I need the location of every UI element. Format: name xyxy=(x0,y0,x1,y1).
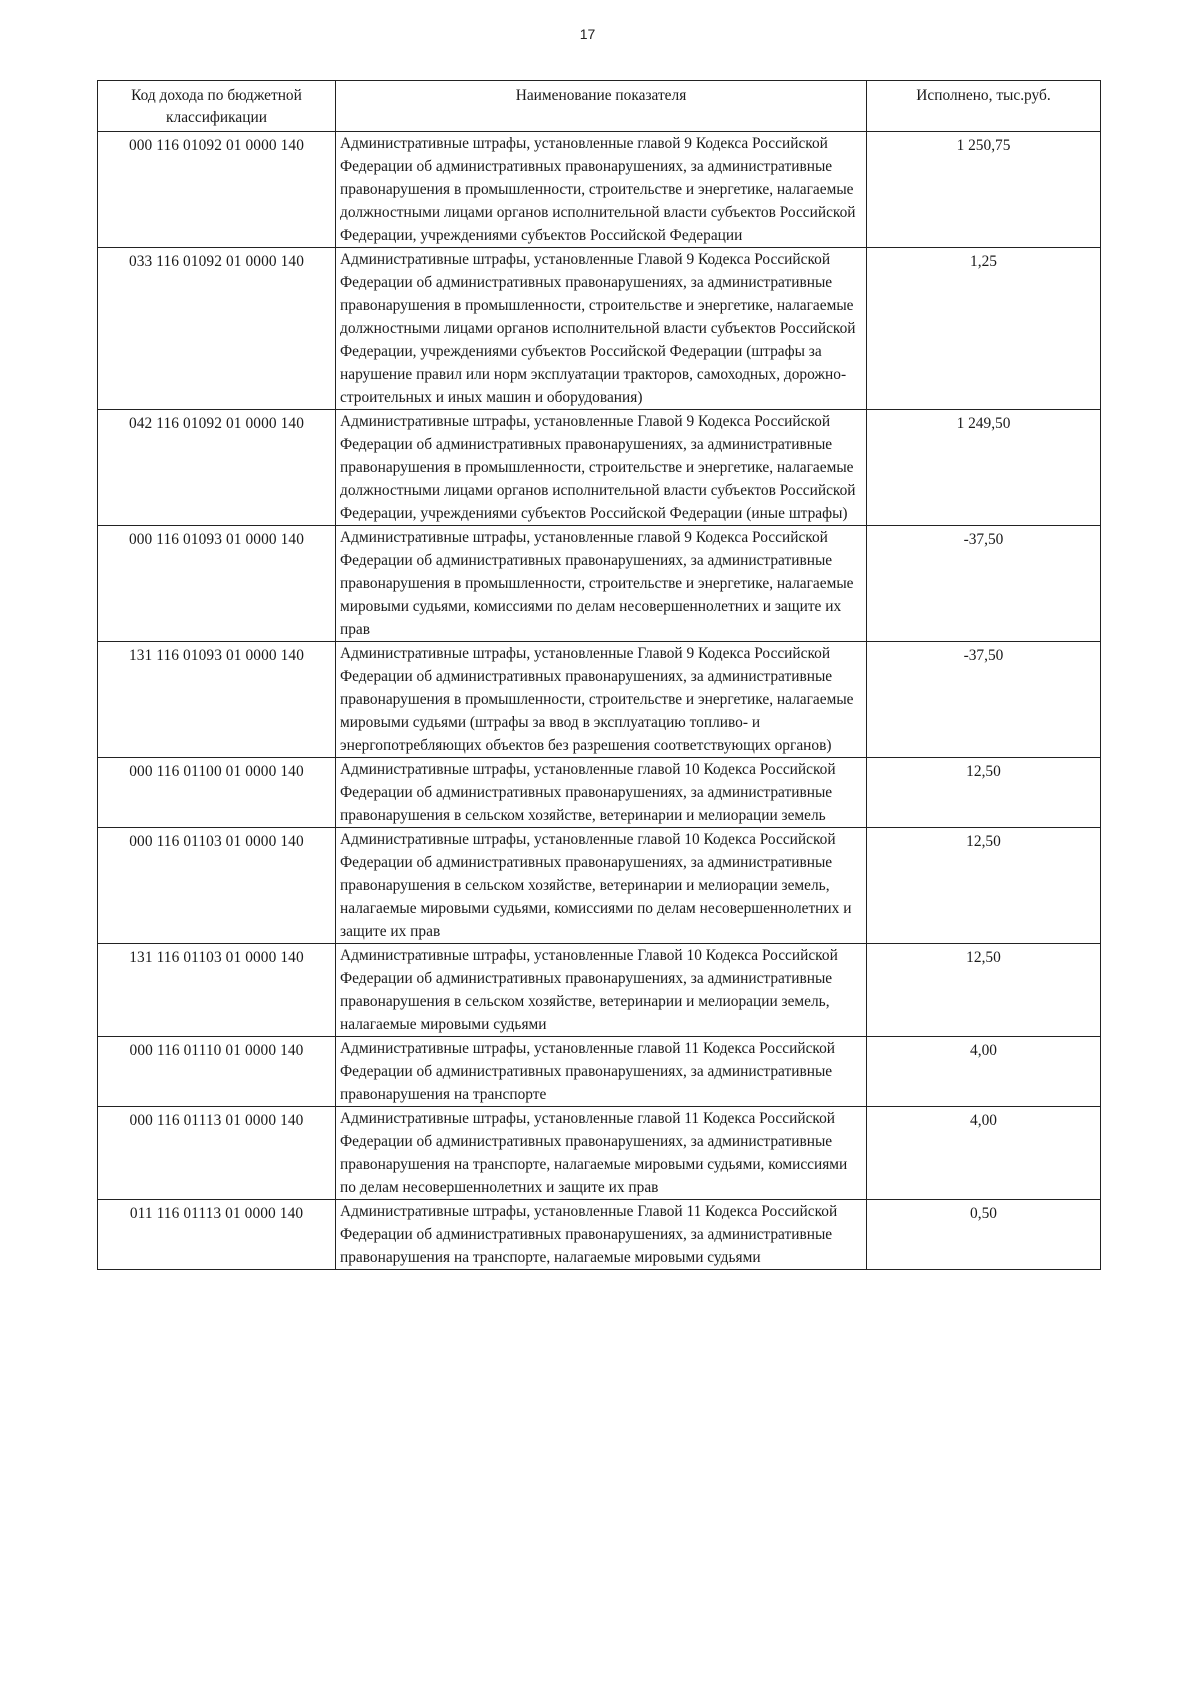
row-name: Административные штрафы, установленные главой 11 Кодекса Российской Федерации об административных правонарушениях, за административные правонарушения на транспорте, налагаемые мировыми судьями, комиссиями по делам несовершеннолетних и защите их прав xyxy=(336,1107,867,1200)
table-row xyxy=(98,642,1101,758)
table-header-row xyxy=(98,81,1101,132)
row-name: Административные штрафы, установленные Главой 11 Кодекса Российской Федерации об административных правонарушениях, за административные правонарушения на транспорте, налагаемые мировыми судьями xyxy=(336,1200,867,1270)
table-row xyxy=(98,758,1101,828)
row-name: Административные штрафы, установленные Главой 9 Кодекса Российской Федерации об административных правонарушениях, за административные правонарушения в промышленности, строительстве и энергетике, налагаемые должностными лицами органов исполнительной власти субъектов Российской Федерации, учреждениями субъектов Российской Федерации (штрафы за нарушение правил или норм эксплуатации тракторов, самоходных, дорожно-строительных и иных машин и оборудования) xyxy=(336,248,867,410)
row-code: 000 116 01110 01 0000 140 xyxy=(98,1037,336,1107)
header-code: Код дохода по бюджетной классификации xyxy=(98,81,336,132)
table-row xyxy=(98,1107,1101,1200)
table-row xyxy=(98,410,1101,526)
row-code: 000 116 01093 01 0000 140 xyxy=(98,526,336,642)
row-code: 131 116 01103 01 0000 140 xyxy=(98,944,336,1037)
row-name: Административные штрафы, установленные главой 10 Кодекса Российской Федерации об административных правонарушениях, за административные правонарушения в сельском хозяйстве, ветеринарии и мелиорации земель xyxy=(336,758,867,828)
table-row xyxy=(98,526,1101,642)
row-code: 000 116 01103 01 0000 140 xyxy=(98,828,336,944)
row-value: 0,50 xyxy=(867,1200,1101,1270)
row-name: Административные штрафы, установленные главой 10 Кодекса Российской Федерации об административных правонарушениях, за административные правонарушения в сельском хозяйстве, ветеринарии и мелиорации земель, налагаемые мировыми судьями, комиссиями по делам несовершеннолетних и защите их прав xyxy=(336,828,867,944)
table-row xyxy=(98,248,1101,410)
header-value: Исполнено, тыс.руб. xyxy=(867,81,1101,132)
table-row xyxy=(98,944,1101,1037)
page-number: 17 xyxy=(579,26,596,42)
row-value: 4,00 xyxy=(867,1107,1101,1200)
table-row xyxy=(98,1037,1101,1107)
table-row xyxy=(98,1200,1101,1270)
revenue-table xyxy=(97,80,1101,1270)
row-code: 033 116 01092 01 0000 140 xyxy=(98,248,336,410)
row-code: 131 116 01093 01 0000 140 xyxy=(98,642,336,758)
row-code: 000 116 01100 01 0000 140 xyxy=(98,758,336,828)
row-value: -37,50 xyxy=(867,642,1101,758)
row-value: 1 250,75 xyxy=(867,132,1101,248)
row-code: 042 116 01092 01 0000 140 xyxy=(98,410,336,526)
header-name: Наименование показателя xyxy=(336,81,867,132)
row-code: 011 116 01113 01 0000 140 xyxy=(98,1200,336,1270)
row-name: Административные штрафы, установленные Главой 9 Кодекса Российской Федерации об административных правонарушениях, за административные правонарушения в промышленности, строительстве и энергетике, налагаемые мировыми судьями (штрафы за ввод в эксплуатацию топливо- и энергопотребляющих объектов без разрешения соответствующих органов) xyxy=(336,642,867,758)
row-code: 000 116 01113 01 0000 140 xyxy=(98,1107,336,1200)
row-name: Административные штрафы, установленные главой 11 Кодекса Российской Федерации об административных правонарушениях, за административные правонарушения на транспорте xyxy=(336,1037,867,1107)
table-row xyxy=(98,132,1101,248)
row-name: Административные штрафы, установленные главой 9 Кодекса Российской Федерации об административных правонарушениях, за административные правонарушения в промышленности, строительстве и энергетике, налагаемые мировыми судьями, комиссиями по делам несовершеннолетних и защите их прав xyxy=(336,526,867,642)
row-name: Административные штрафы, установленные Главой 9 Кодекса Российской Федерации об административных правонарушениях, за административные правонарушения в промышленности, строительстве и энергетике, налагаемые должностными лицами органов исполнительной власти субъектов Российской Федерации, учреждениями субъектов Российской Федерации (иные штрафы) xyxy=(336,410,867,526)
row-name: Административные штрафы, установленные главой 9 Кодекса Российской Федерации об административных правонарушениях, за административные правонарушения в промышленности, строительстве и энергетике, налагаемые должностными лицами органов исполнительной власти субъектов Российской Федерации, учреждениями субъектов Российской Федерации xyxy=(336,132,867,248)
row-name: Административные штрафы, установленные Главой 10 Кодекса Российской Федерации об административных правонарушениях, за административные правонарушения в сельском хозяйстве, ветеринарии и мелиорации земель, налагаемые мировыми судьями xyxy=(336,944,867,1037)
row-value: 12,50 xyxy=(867,828,1101,944)
row-value: 1 249,50 xyxy=(867,410,1101,526)
row-code: 000 116 01092 01 0000 140 xyxy=(98,132,336,248)
row-value: 1,25 xyxy=(867,248,1101,410)
table-row xyxy=(98,828,1101,944)
row-value: 12,50 xyxy=(867,758,1101,828)
row-value: 4,00 xyxy=(867,1037,1101,1107)
row-value: 12,50 xyxy=(867,944,1101,1037)
row-value: -37,50 xyxy=(867,526,1101,642)
